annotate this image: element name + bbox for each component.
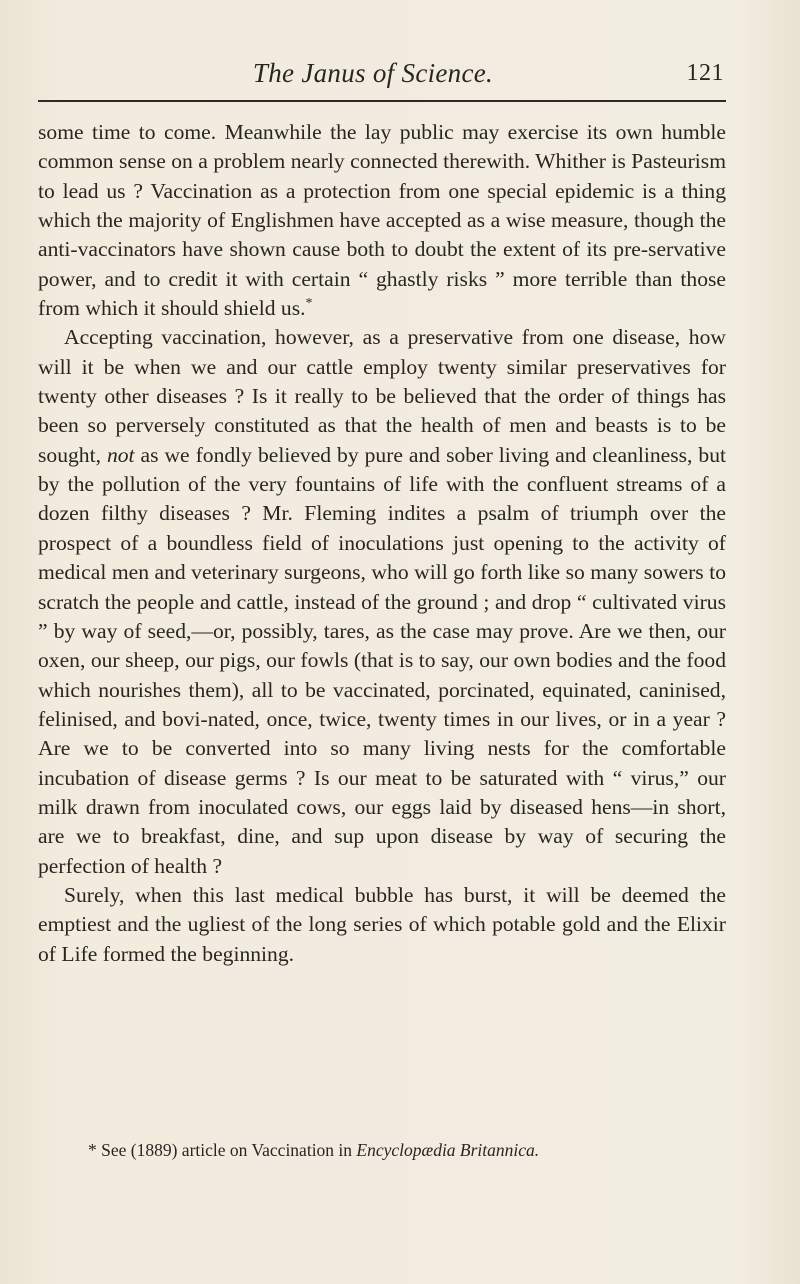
paragraph-2 [38, 323, 726, 881]
paragraph-2-text-a: Accepting vaccination, however, as a preservative from one disease, how will it be when we and our cattle employ twenty similar preservatives for twenty other diseases ? Is it really to be believed that the order of things has been so perversely constituted as that the health of men and beasts is to be sought, [38, 325, 726, 467]
body-text [38, 118, 726, 969]
page-header [38, 58, 728, 98]
footnote-source: Encyclopædia Britannica. [356, 1140, 540, 1160]
footnote [88, 1138, 738, 1162]
paragraph-1 [38, 118, 726, 323]
emphasis-not: not [106, 442, 135, 467]
paragraph-1-text: some time to come. Meanwhile the lay public may exercise its own humble common sense on a problem nearly connected therewith. Whither is Pasteurism to lead us ? Vaccination as a protection from one special epidemic is a thing which the majority of Englishmen have accepted as a wise measure, though the anti-vaccinators have shown cause both to doubt the extent of its pre-servative power, and to credit it with certain “ ghastly risks ” more terrible than those from which it should shield us. [38, 120, 726, 321]
paragraph-3 [38, 881, 726, 969]
paragraph-2-text-b: as we fondly believed by pure and sober living and cleanliness, but by the pollution of the very fountains of life with the confluent streams of a dozen filthy diseases ? Mr. Fleming indites a psalm of triumph over the prospect of a boundless field of inoculations just opening to the activity of medical men and veterinary surgeons, who will go forth like so many sowers to scratch the people and cattle, instead of the ground ; and drop “ cultivated virus ” by way of seed,—or, possibly, tares, as the case may prove. Are we then, our oxen, our sheep, our pigs, our fowls (that is to say, our own bodies and the food which nourishes them), all to be vaccinated, porcinated, equinated, caninised, felinised, and bovi-nated, once, twice, twenty times in our lives, or in a year ? Are we to be converted into so many living nests for the comfortable incubation of disease germs ? Is our meat to be saturated with “ virus,” our milk drawn from inoculated cows, our eggs laid by diseased hens—in short, are we to breakfast, dine, and sup upon disease by way of securing the perfection of health ? [38, 442, 726, 878]
footnote-text: See (1889) article on Vaccination in [96, 1140, 357, 1160]
page-number: 121 [686, 60, 724, 86]
footnote-marker: * [88, 1140, 97, 1160]
header-rule [38, 100, 726, 102]
running-head: The Janus of Science. [252, 58, 494, 88]
footnote-reference-marker: * [305, 295, 313, 311]
paragraph-3-text: Surely, when this last medical bubble has burst, it will be deemed the emptiest and the ugliest of the long series of which potable gold and the Elixir of Life formed the beginning. [38, 882, 726, 966]
